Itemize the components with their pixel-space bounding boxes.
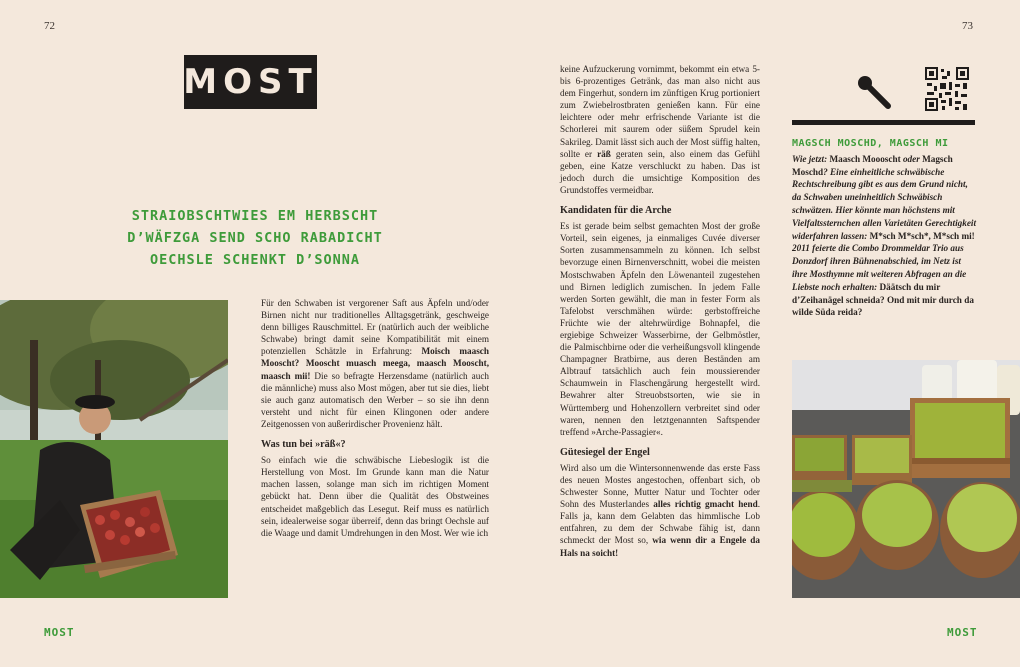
- emphasis-text: wia wenn dir a Engele da Hals na soicht!: [560, 535, 760, 558]
- body-column-2: [560, 63, 760, 559]
- text: Wird also um die Wintersonnenwende das erste Fass des neuen Mostes angestochen, offenbart sich, ob Schwester Sonne, Mutter Natur und Tochter oder Sohn des Musterlandes: [560, 462, 760, 510]
- photo-apple-baskets: [792, 360, 1020, 598]
- emphasis-text: Moisch maasch Mooscht? Mooscht muasch meega, maasch Mooscht, maasch mii!: [261, 346, 489, 381]
- text: Magsch Moschd: [792, 153, 953, 177]
- paragraph: [560, 63, 760, 196]
- emphasis-text: alles richtig gmacht hend: [653, 499, 758, 510]
- text: ? Eine einheitliche schwäbische Rechtschreibung gibt es aus dem Grund nicht, da Schwaben uneinheitlich Schwäbisch schwätzen. Hier könnte man höchstens mit Vielfaltssternchen allen Varietäten Gerechtigkeit widerfahren lassen:: [792, 166, 977, 241]
- page-number-right: 73: [962, 20, 973, 32]
- body-column-1: [261, 297, 489, 539]
- text: Wie jetzt:: [792, 153, 828, 164]
- text: keine Aufzuckerung vornimmt, bekommt ein etwa 5- bis 6-prozentiges Getränk, das man also nicht aus dem Fingerhut, sondern im zünftigen Krug portioniert zum Zwiebelrostbraten genießen kann. Für eine leichtere oder mehr erfrischende Variante ist die Schorlerei mit saurem oder süßem Sprudel kein Sakrileg. Damit lässt sich auch der Most süffig halten, sollte er: [560, 64, 760, 159]
- emphasis-text: räß: [597, 148, 611, 159]
- subtitle-poem: [110, 205, 400, 271]
- sidebar-title: MAGSCH MOSCHD, MAGSCH MI: [792, 138, 949, 149]
- footer-right: MOST: [947, 626, 978, 639]
- subtitle-line: OECHSLE SCHENKT D’SONNA: [150, 252, 360, 268]
- subtitle-line: D’WÄFZGA SEND SCHO RABADICHT: [127, 230, 383, 246]
- text: oder: [902, 153, 920, 164]
- sidebar-box: [792, 138, 976, 319]
- text: M*sch M*sch*, M*sch mi!: [867, 230, 975, 241]
- text: Die so befragte Herzensdame (natürlich auch die männliche) muss also Most mögen, aber tut sie dies, liebt sie auch ganz automatisch den Werber – so sie ihn denn versteht und nicht für einen Klingonen oder andere Zeitgenossen von außerirdischer Provenienz hält.: [261, 370, 489, 429]
- sidebar-rule: [792, 120, 975, 125]
- qr-code-icon[interactable]: [925, 67, 969, 111]
- section-heading: Gütesiegel der Engel: [560, 446, 650, 458]
- section-heading: Kandidaten für die Arche: [560, 205, 672, 217]
- paragraph: So einfach wie die schwäbische Liebeslogik ist die Herstellung von Most. Im Grunde kann man die Natur machen lassen, solange man sich im richtigen Moment gebückt hat. Denn über die Qualität des Obstweines entscheidet maßgeblich das Lesegut. Reif muss es natürlich sein, idealerweise sogar überreif, denn das bringt Oechsle auf die Waage und damit Umdrehungen in den Most. Wer wie ich: [261, 455, 489, 538]
- chapter-title: MOST: [184, 55, 317, 109]
- page-number-left: 72: [44, 20, 55, 32]
- sidebar-paragraph: [792, 242, 976, 319]
- photo-man-with-apple-crate: [0, 300, 228, 598]
- text: Däätsch du mir d’Zeihanägel schneida? Ond mit mir durch da wilde Süda reida?: [792, 281, 974, 318]
- paragraph: Es ist gerade beim selbst gemachten Most der große Vorteil, sein eigenes, ja einmaliges Cuvée diverser Sorten zusammensammeln zu können. Ich selbst bevorzuge einen Birnenverschnitt, wobei die meisten Mostschwaben Äpfeln den Löwenanteil zugestehen und Birnen lediglich zumischen. In jedem Falle werden Sorten gewählt, die man in fester Form als Tafelobst verschmähen würde: gerbstoffreiche Früchte wie der altehrwürdige Bohnapfel, die ergiebige Schweizer Wasserbirne, der Gelbmöstler, die Palmischbirne oder die verheißungsvoll klingende Champagner Bratbirne, aus deren Beständen am Albtrauf tatsächlich auch fein moussierender Schaumwein in Flaschengärung hergestellt wird. Bewahrer alter Streuobstsorten, wie sie in Württemberg und Hohenzollern verbreitet sind oder waren, nennen den letztgenannten Saftspender treffend »Arche-Passagier«.: [560, 221, 760, 437]
- text: Maasch Moooscht: [827, 153, 903, 164]
- section-heading: Was tun bei »räß«?: [261, 439, 346, 451]
- footer-left: MOST: [44, 626, 75, 639]
- microphone-icon: [856, 74, 894, 112]
- text: Für den Schwaben ist vergorener Saft aus Äpfeln und/oder Birnen nicht nur traditionelles Alltagsgetränk, geschweige denn billiges Rauschmittel. Er (natürlich auch der weibliche Schwabe) bringt damit seine Kompatibilität mit einem potenziellen Schätzle in Erfahrung:: [261, 298, 489, 357]
- paragraph: [261, 297, 489, 430]
- paragraph: [560, 462, 760, 559]
- text: geraten sein, also einem das Gefühl geben, eine Katze verschluckt zu haben. Das ist jedoch durch die umsichtige Komposition des Grundstoffes vermeidbar.: [560, 148, 761, 195]
- text: . Falls ja, kann dem Gelabten das himmlische Lob entfahren, zu dem der Schwabe fähig ist, dann schmeckt der Most so,: [560, 499, 760, 546]
- sidebar-paragraph: [792, 153, 976, 243]
- text: 2011 feierte die Combo Drommeldar Trio aus Donzdorf ihren Bühnenabschied, im Netz ist ihre Mosthymne mit weiteren Abfragen an die Liebste noch erhalten:: [792, 243, 967, 292]
- subtitle-line: STRAIOBSCHTWIES EM HERBSCHT: [131, 208, 379, 224]
